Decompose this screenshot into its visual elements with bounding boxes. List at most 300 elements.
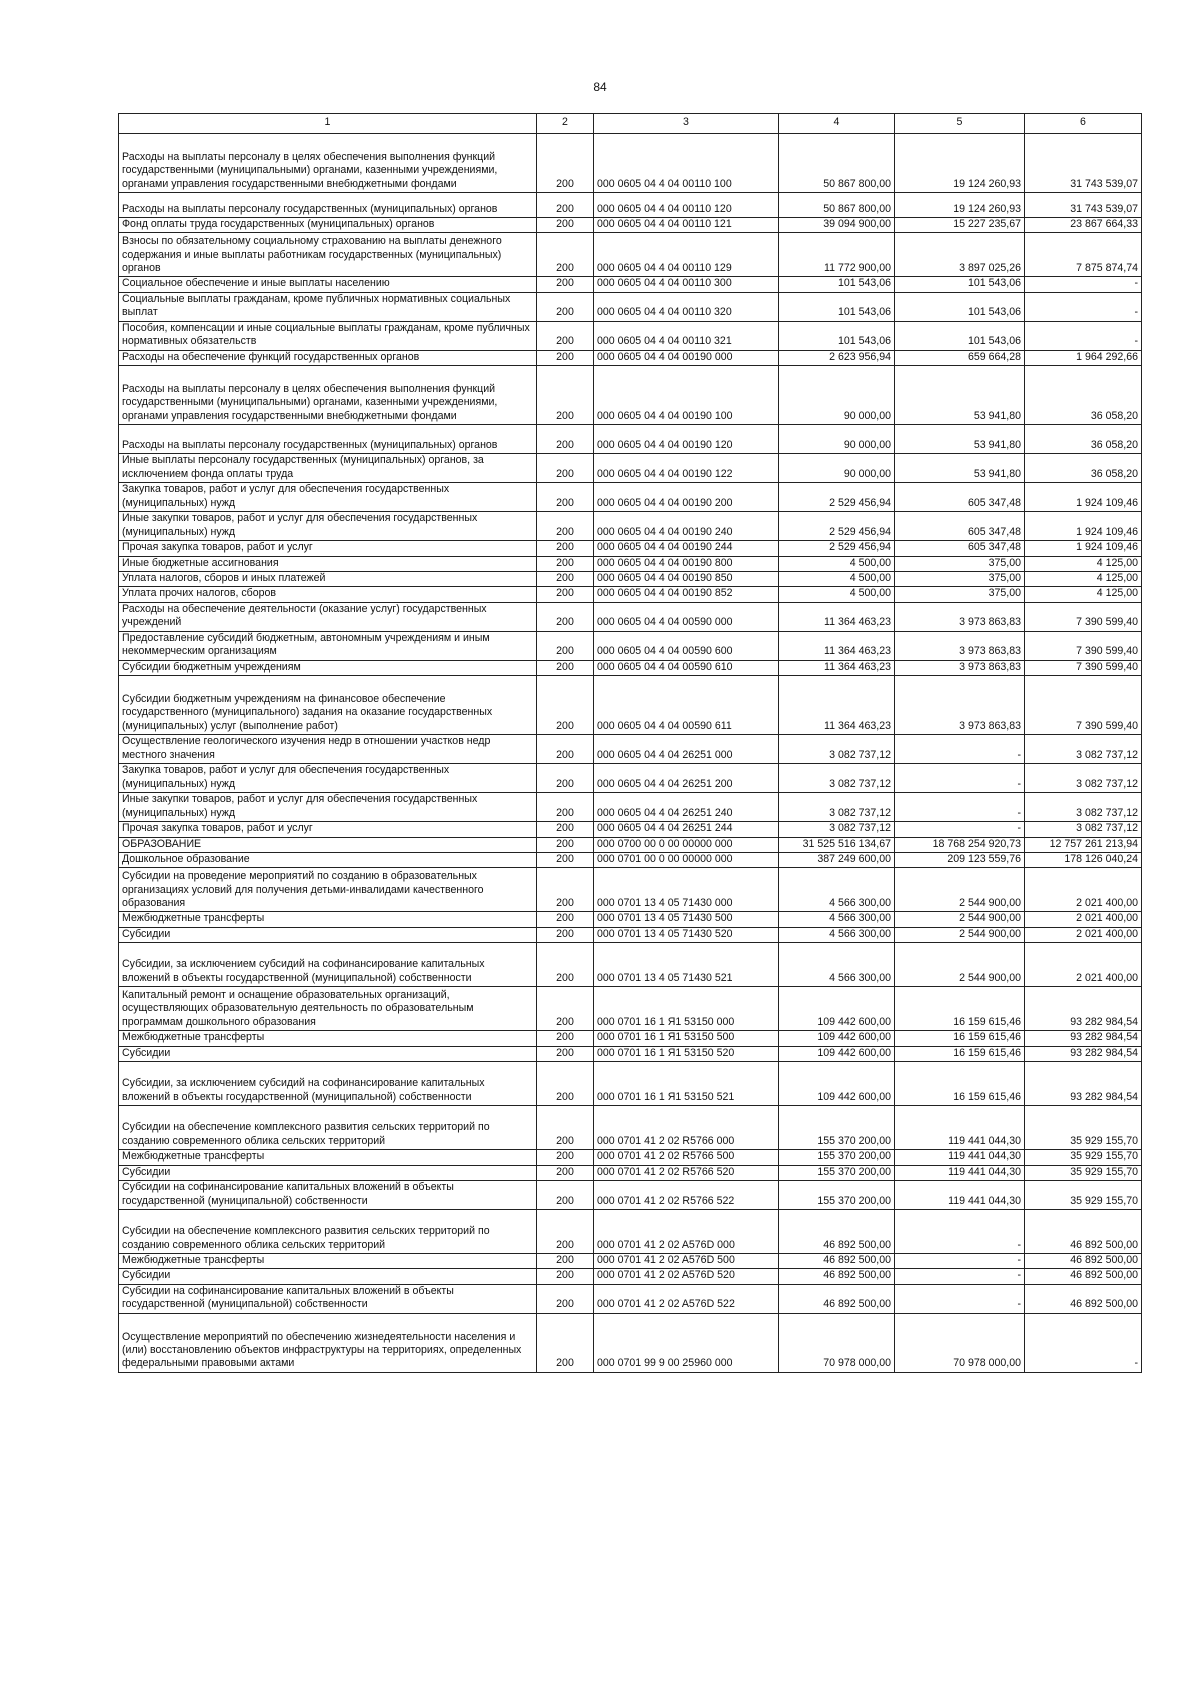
- row-description: Межбюджетные трансферты: [119, 912, 537, 927]
- row-description: Субсидии бюджетным учреждениям: [119, 660, 537, 675]
- row-unexecuted-amount: 93 282 984,54: [1025, 1062, 1142, 1106]
- row-unexecuted-amount: 46 892 500,00: [1025, 1269, 1142, 1284]
- row-code-line: 200: [537, 602, 594, 631]
- row-description: Взносы по обязательному социальному страхованию на выплаты денежного содержания и иные выплаты работникам государственных (муниципальных) органов: [119, 233, 537, 277]
- row-unexecuted-amount: -: [1025, 292, 1142, 321]
- row-unexecuted-amount: -: [1025, 321, 1142, 350]
- row-description: Прочая закупка товаров, работ и услуг: [119, 541, 537, 556]
- row-budget-classification-code: 000 0605 04 4 04 00190 200: [594, 483, 779, 512]
- row-description: Субсидии бюджетным учреждениям на финансовое обеспечение государственного (муниципального) задания на оказание государственных (муниципальных) услуг (выполнение работ): [119, 676, 537, 735]
- row-description: Расходы на выплаты персоналу в целях обеспечения выполнения функций государственными (муниципальными) органами, казенными учреждениями, органами управления государственными внебюджетными фондами: [119, 134, 537, 193]
- row-budget-classification-code: 000 0605 04 4 04 00190 850: [594, 572, 779, 587]
- row-executed-amount: 19 124 260,93: [895, 134, 1025, 193]
- row-budget-classification-code: 000 0605 04 4 04 00590 610: [594, 660, 779, 675]
- row-unexecuted-amount: 35 929 155,70: [1025, 1106, 1142, 1150]
- table-row: [119, 1150, 1142, 1165]
- row-description: Субсидии: [119, 927, 537, 942]
- table-row: [119, 1313, 1142, 1372]
- row-description: Субсидии на проведение мероприятий по созданию в образовательных организациях условий для получения детьми-инвалидами качественного образования: [119, 868, 537, 912]
- row-executed-amount: 3 973 863,83: [895, 631, 1025, 660]
- row-code-line: 200: [537, 660, 594, 675]
- row-description: Субсидии: [119, 1269, 537, 1284]
- column-header: 1: [119, 114, 537, 134]
- row-approved-amount: 101 543,06: [779, 292, 895, 321]
- table-row: [119, 541, 1142, 556]
- row-executed-amount: 2 544 900,00: [895, 912, 1025, 927]
- row-code-line: 200: [537, 541, 594, 556]
- row-unexecuted-amount: 1 964 292,66: [1025, 350, 1142, 365]
- row-unexecuted-amount: 2 021 400,00: [1025, 912, 1142, 927]
- row-budget-classification-code: 000 0701 13 4 05 71430 000: [594, 868, 779, 912]
- row-executed-amount: 19 124 260,93: [895, 193, 1025, 218]
- row-description: Уплата налогов, сборов и иных платежей: [119, 572, 537, 587]
- table-row: [119, 943, 1142, 987]
- row-code-line: 200: [537, 631, 594, 660]
- row-unexecuted-amount: 36 058,20: [1025, 454, 1142, 483]
- table-row: [119, 454, 1142, 483]
- row-approved-amount: 46 892 500,00: [779, 1209, 895, 1253]
- row-approved-amount: 90 000,00: [779, 454, 895, 483]
- row-description: Субсидии: [119, 1046, 537, 1061]
- row-unexecuted-amount: 46 892 500,00: [1025, 1209, 1142, 1253]
- row-executed-amount: 2 544 900,00: [895, 868, 1025, 912]
- table-row: [119, 233, 1142, 277]
- row-approved-amount: 155 370 200,00: [779, 1165, 895, 1180]
- row-unexecuted-amount: 3 082 737,12: [1025, 822, 1142, 837]
- row-approved-amount: 387 249 600,00: [779, 853, 895, 868]
- table-row: [119, 837, 1142, 852]
- row-approved-amount: 155 370 200,00: [779, 1180, 895, 1209]
- row-code-line: 200: [537, 1313, 594, 1372]
- row-budget-classification-code: 000 0605 04 4 04 26251 200: [594, 764, 779, 793]
- table-row: [119, 764, 1142, 793]
- row-executed-amount: 659 664,28: [895, 350, 1025, 365]
- budget-execution-table: [118, 113, 1142, 1373]
- row-code-line: 200: [537, 912, 594, 927]
- row-description: Расходы на обеспечение функций государственных органов: [119, 350, 537, 365]
- row-executed-amount: 375,00: [895, 572, 1025, 587]
- row-code-line: 200: [537, 1165, 594, 1180]
- row-description: Расходы на выплаты персоналу в целях обеспечения выполнения функций государственными (муниципальными) органами, казенными учреждениями, органами управления государственными внебюджетными фондами: [119, 366, 537, 425]
- row-description: Иные закупки товаров, работ и услуг для обеспечения государственных (муниципальных) нужд: [119, 793, 537, 822]
- row-description: ОБРАЗОВАНИЕ: [119, 837, 537, 852]
- row-executed-amount: 53 941,80: [895, 425, 1025, 454]
- row-executed-amount: 101 543,06: [895, 277, 1025, 292]
- row-executed-amount: 2 544 900,00: [895, 927, 1025, 942]
- table-row: [119, 1165, 1142, 1180]
- row-executed-amount: 209 123 559,76: [895, 853, 1025, 868]
- row-budget-classification-code: 000 0701 16 1 Я1 53150 520: [594, 1046, 779, 1061]
- row-unexecuted-amount: 93 282 984,54: [1025, 1031, 1142, 1046]
- row-approved-amount: 46 892 500,00: [779, 1253, 895, 1268]
- row-code-line: 200: [537, 512, 594, 541]
- row-approved-amount: 90 000,00: [779, 366, 895, 425]
- row-description: Осуществление мероприятий по обеспечению жизнедеятельности населения и (или) восстановлению объектов инфраструктуры на территориях, определенных федеральными правовыми актами: [119, 1313, 537, 1372]
- table-row: [119, 572, 1142, 587]
- table-row: [119, 927, 1142, 942]
- row-code-line: 200: [537, 218, 594, 233]
- row-code-line: 200: [537, 837, 594, 852]
- row-description: Социальные выплаты гражданам, кроме публичных нормативных социальных выплат: [119, 292, 537, 321]
- row-approved-amount: 109 442 600,00: [779, 1031, 895, 1046]
- row-unexecuted-amount: 2 021 400,00: [1025, 927, 1142, 942]
- table-row: [119, 134, 1142, 193]
- row-executed-amount: 3 897 025,26: [895, 233, 1025, 277]
- row-budget-classification-code: 000 0701 41 2 02 A576D 520: [594, 1269, 779, 1284]
- row-code-line: 200: [537, 1209, 594, 1253]
- row-approved-amount: 50 867 800,00: [779, 134, 895, 193]
- table-row: [119, 987, 1142, 1031]
- row-description: Расходы на выплаты персоналу государственных (муниципальных) органов: [119, 193, 537, 218]
- page-number: 84: [593, 80, 607, 94]
- row-unexecuted-amount: 35 929 155,70: [1025, 1180, 1142, 1209]
- row-unexecuted-amount: 35 929 155,70: [1025, 1150, 1142, 1165]
- row-executed-amount: 3 973 863,83: [895, 676, 1025, 735]
- row-approved-amount: 90 000,00: [779, 425, 895, 454]
- row-code-line: 200: [537, 454, 594, 483]
- row-unexecuted-amount: 7 875 874,74: [1025, 233, 1142, 277]
- row-executed-amount: -: [895, 822, 1025, 837]
- row-budget-classification-code: 000 0605 04 4 04 26251 000: [594, 735, 779, 764]
- row-budget-classification-code: 000 0605 04 4 04 00190 852: [594, 587, 779, 602]
- row-budget-classification-code: 000 0605 04 4 04 26251 244: [594, 822, 779, 837]
- row-description: Расходы на обеспечение деятельности (оказание услуг) государственных учреждений: [119, 602, 537, 631]
- table-row: [119, 587, 1142, 602]
- row-budget-classification-code: 000 0605 04 4 04 00110 121: [594, 218, 779, 233]
- row-unexecuted-amount: 3 082 737,12: [1025, 764, 1142, 793]
- row-approved-amount: 11 364 463,23: [779, 631, 895, 660]
- row-executed-amount: 605 347,48: [895, 512, 1025, 541]
- table-row: [119, 676, 1142, 735]
- row-approved-amount: 31 525 516 134,67: [779, 837, 895, 852]
- row-approved-amount: 109 442 600,00: [779, 1046, 895, 1061]
- row-description: Субсидии на софинансирование капитальных вложений в объекты государственной (муниципальной) собственности: [119, 1180, 537, 1209]
- row-unexecuted-amount: 35 929 155,70: [1025, 1165, 1142, 1180]
- row-budget-classification-code: 000 0701 13 4 05 71430 500: [594, 912, 779, 927]
- row-budget-classification-code: 000 0605 04 4 04 26251 240: [594, 793, 779, 822]
- row-code-line: 200: [537, 193, 594, 218]
- row-executed-amount: 119 441 044,30: [895, 1180, 1025, 1209]
- row-description: Уплата прочих налогов, сборов: [119, 587, 537, 602]
- table-row: [119, 556, 1142, 571]
- row-unexecuted-amount: 31 743 539,07: [1025, 193, 1142, 218]
- row-budget-classification-code: 000 0701 13 4 05 71430 520: [594, 927, 779, 942]
- row-code-line: 200: [537, 764, 594, 793]
- row-approved-amount: 70 978 000,00: [779, 1313, 895, 1372]
- row-executed-amount: 3 973 863,83: [895, 660, 1025, 675]
- row-approved-amount: 46 892 500,00: [779, 1269, 895, 1284]
- row-budget-classification-code: 000 0701 00 0 00 00000 000: [594, 853, 779, 868]
- row-budget-classification-code: 000 0605 04 4 04 00190 122: [594, 454, 779, 483]
- row-code-line: 200: [537, 572, 594, 587]
- table-row: [119, 853, 1142, 868]
- row-unexecuted-amount: 4 125,00: [1025, 572, 1142, 587]
- row-budget-classification-code: 000 0701 16 1 Я1 53150 521: [594, 1062, 779, 1106]
- row-code-line: 200: [537, 1031, 594, 1046]
- row-executed-amount: -: [895, 1269, 1025, 1284]
- row-executed-amount: 16 159 615,46: [895, 987, 1025, 1031]
- table-row: [119, 631, 1142, 660]
- row-executed-amount: 2 544 900,00: [895, 943, 1025, 987]
- row-budget-classification-code: 000 0605 04 4 04 00190 100: [594, 366, 779, 425]
- row-approved-amount: 11 364 463,23: [779, 676, 895, 735]
- row-code-line: 200: [537, 233, 594, 277]
- row-code-line: 200: [537, 1253, 594, 1268]
- table-row: [119, 1046, 1142, 1061]
- row-executed-amount: 119 441 044,30: [895, 1165, 1025, 1180]
- row-description: Расходы на выплаты персоналу государственных (муниципальных) органов: [119, 425, 537, 454]
- row-approved-amount: 155 370 200,00: [779, 1106, 895, 1150]
- column-header: 3: [594, 114, 779, 134]
- row-code-line: 200: [537, 321, 594, 350]
- row-description: Субсидии, за исключением субсидий на софинансирование капитальных вложений в объекты государственной (муниципальной) собственности: [119, 1062, 537, 1106]
- row-unexecuted-amount: 36 058,20: [1025, 366, 1142, 425]
- row-approved-amount: 46 892 500,00: [779, 1284, 895, 1313]
- row-code-line: 200: [537, 483, 594, 512]
- row-code-line: 200: [537, 587, 594, 602]
- row-budget-classification-code: 000 0701 41 2 02 A576D 000: [594, 1209, 779, 1253]
- row-budget-classification-code: 000 0701 41 2 02 R5766 500: [594, 1150, 779, 1165]
- row-approved-amount: 4 500,00: [779, 556, 895, 571]
- row-code-line: 200: [537, 366, 594, 425]
- row-approved-amount: 3 082 737,12: [779, 793, 895, 822]
- row-approved-amount: 11 772 900,00: [779, 233, 895, 277]
- row-description: Субсидии на обеспечение комплексного развития сельских территорий по созданию современного облика сельских территорий: [119, 1209, 537, 1253]
- table-row: [119, 1269, 1142, 1284]
- row-executed-amount: 53 941,80: [895, 366, 1025, 425]
- row-budget-classification-code: 000 0605 04 4 04 00190 240: [594, 512, 779, 541]
- row-unexecuted-amount: 2 021 400,00: [1025, 868, 1142, 912]
- table-row: [119, 193, 1142, 218]
- row-executed-amount: 16 159 615,46: [895, 1062, 1025, 1106]
- table-row: [119, 602, 1142, 631]
- row-budget-classification-code: 000 0701 16 1 Я1 53150 500: [594, 1031, 779, 1046]
- row-executed-amount: 53 941,80: [895, 454, 1025, 483]
- table-row: [119, 366, 1142, 425]
- row-unexecuted-amount: 7 390 599,40: [1025, 602, 1142, 631]
- row-code-line: 200: [537, 943, 594, 987]
- row-budget-classification-code: 000 0605 04 4 04 00590 600: [594, 631, 779, 660]
- row-code-line: 200: [537, 350, 594, 365]
- row-unexecuted-amount: 178 126 040,24: [1025, 853, 1142, 868]
- row-code-line: 200: [537, 425, 594, 454]
- table-header-row: [119, 114, 1142, 134]
- row-unexecuted-amount: -: [1025, 277, 1142, 292]
- table-row: [119, 793, 1142, 822]
- row-approved-amount: 3 082 737,12: [779, 764, 895, 793]
- table-row: [119, 660, 1142, 675]
- row-description: Межбюджетные трансферты: [119, 1150, 537, 1165]
- row-executed-amount: 101 543,06: [895, 321, 1025, 350]
- row-description: Прочая закупка товаров, работ и услуг: [119, 822, 537, 837]
- row-description: Иные закупки товаров, работ и услуг для обеспечения государственных (муниципальных) нужд: [119, 512, 537, 541]
- row-description: Осуществление геологического изучения недр в отношении участков недр местного значения: [119, 735, 537, 764]
- row-code-line: 200: [537, 277, 594, 292]
- row-code-line: 200: [537, 134, 594, 193]
- row-code-line: 200: [537, 822, 594, 837]
- row-unexecuted-amount: 1 924 109,46: [1025, 512, 1142, 541]
- table-row: [119, 912, 1142, 927]
- column-header: 6: [1025, 114, 1142, 134]
- row-approved-amount: 2 623 956,94: [779, 350, 895, 365]
- row-code-line: 200: [537, 1062, 594, 1106]
- row-executed-amount: 605 347,48: [895, 541, 1025, 556]
- row-executed-amount: -: [895, 764, 1025, 793]
- row-code-line: 200: [537, 1284, 594, 1313]
- row-budget-classification-code: 000 0605 04 4 04 00590 000: [594, 602, 779, 631]
- row-code-line: 200: [537, 556, 594, 571]
- row-budget-classification-code: 000 0605 04 4 04 00190 120: [594, 425, 779, 454]
- row-executed-amount: 101 543,06: [895, 292, 1025, 321]
- row-unexecuted-amount: 3 082 737,12: [1025, 793, 1142, 822]
- row-description: Предоставление субсидий бюджетным, автономным учреждениям и иным некоммерческим организациям: [119, 631, 537, 660]
- row-budget-classification-code: 000 0605 04 4 04 00110 300: [594, 277, 779, 292]
- row-unexecuted-amount: 3 082 737,12: [1025, 735, 1142, 764]
- row-approved-amount: 101 543,06: [779, 277, 895, 292]
- row-executed-amount: -: [895, 793, 1025, 822]
- row-executed-amount: -: [895, 1209, 1025, 1253]
- row-description: Межбюджетные трансферты: [119, 1253, 537, 1268]
- row-approved-amount: 4 566 300,00: [779, 912, 895, 927]
- row-budget-classification-code: 000 0605 04 4 04 00190 000: [594, 350, 779, 365]
- table-row: [119, 1106, 1142, 1150]
- row-executed-amount: 70 978 000,00: [895, 1313, 1025, 1372]
- table-row: [119, 1062, 1142, 1106]
- row-budget-classification-code: 000 0605 04 4 04 00110 321: [594, 321, 779, 350]
- row-unexecuted-amount: -: [1025, 1313, 1142, 1372]
- row-approved-amount: 2 529 456,94: [779, 512, 895, 541]
- row-code-line: 200: [537, 1106, 594, 1150]
- row-approved-amount: 11 364 463,23: [779, 660, 895, 675]
- row-approved-amount: 109 442 600,00: [779, 987, 895, 1031]
- row-budget-classification-code: 000 0701 41 2 02 R5766 522: [594, 1180, 779, 1209]
- row-code-line: 200: [537, 1150, 594, 1165]
- row-unexecuted-amount: 7 390 599,40: [1025, 631, 1142, 660]
- table-row: [119, 292, 1142, 321]
- table-row: [119, 483, 1142, 512]
- table-row: [119, 868, 1142, 912]
- row-unexecuted-amount: 23 867 664,33: [1025, 218, 1142, 233]
- table-row: [119, 512, 1142, 541]
- table-row: [119, 1180, 1142, 1209]
- row-unexecuted-amount: 93 282 984,54: [1025, 1046, 1142, 1061]
- row-budget-classification-code: 000 0605 04 4 04 00110 129: [594, 233, 779, 277]
- row-approved-amount: 3 082 737,12: [779, 735, 895, 764]
- row-description: Субсидии на софинансирование капитальных вложений в объекты государственной (муниципальной) собственности: [119, 1284, 537, 1313]
- row-executed-amount: 18 768 254 920,73: [895, 837, 1025, 852]
- row-unexecuted-amount: 2 021 400,00: [1025, 943, 1142, 987]
- row-code-line: 200: [537, 676, 594, 735]
- row-code-line: 200: [537, 1046, 594, 1061]
- row-budget-classification-code: 000 0701 13 4 05 71430 521: [594, 943, 779, 987]
- row-approved-amount: 39 094 900,00: [779, 218, 895, 233]
- row-executed-amount: -: [895, 1284, 1025, 1313]
- row-approved-amount: 4 500,00: [779, 572, 895, 587]
- row-unexecuted-amount: 93 282 984,54: [1025, 987, 1142, 1031]
- row-code-line: 200: [537, 735, 594, 764]
- row-description: Иные выплаты персоналу государственных (муниципальных) органов, за исключением фонда оплаты труда: [119, 454, 537, 483]
- row-budget-classification-code: 000 0605 04 4 04 00190 244: [594, 541, 779, 556]
- row-executed-amount: 119 441 044,30: [895, 1150, 1025, 1165]
- row-executed-amount: 3 973 863,83: [895, 602, 1025, 631]
- row-description: Дошкольное образование: [119, 853, 537, 868]
- row-approved-amount: 2 529 456,94: [779, 541, 895, 556]
- row-code-line: 200: [537, 1180, 594, 1209]
- table-row: [119, 735, 1142, 764]
- row-executed-amount: 605 347,48: [895, 483, 1025, 512]
- row-unexecuted-amount: 1 924 109,46: [1025, 483, 1142, 512]
- row-budget-classification-code: 000 0700 00 0 00 00000 000: [594, 837, 779, 852]
- row-unexecuted-amount: 12 757 261 213,94: [1025, 837, 1142, 852]
- row-executed-amount: 119 441 044,30: [895, 1106, 1025, 1150]
- row-code-line: 200: [537, 868, 594, 912]
- row-description: Пособия, компенсации и иные социальные выплаты гражданам, кроме публичных нормативных обязательств: [119, 321, 537, 350]
- row-budget-classification-code: 000 0701 41 2 02 R5766 520: [594, 1165, 779, 1180]
- row-budget-classification-code: 000 0701 41 2 02 A576D 500: [594, 1253, 779, 1268]
- row-executed-amount: 16 159 615,46: [895, 1046, 1025, 1061]
- table-row: [119, 277, 1142, 292]
- row-approved-amount: 4 566 300,00: [779, 868, 895, 912]
- row-unexecuted-amount: 7 390 599,40: [1025, 660, 1142, 675]
- row-budget-classification-code: 000 0605 04 4 04 00110 320: [594, 292, 779, 321]
- row-executed-amount: 375,00: [895, 587, 1025, 602]
- row-code-line: 200: [537, 927, 594, 942]
- row-executed-amount: 16 159 615,46: [895, 1031, 1025, 1046]
- row-budget-classification-code: 000 0701 41 2 02 R5766 000: [594, 1106, 779, 1150]
- row-description: Иные бюджетные ассигнования: [119, 556, 537, 571]
- table-row: [119, 1031, 1142, 1046]
- row-approved-amount: 155 370 200,00: [779, 1150, 895, 1165]
- table-row: [119, 321, 1142, 350]
- row-description: Капитальный ремонт и оснащение образовательных организаций, осуществляющих образовательную деятельность по образовательным программам дошкольного образования: [119, 987, 537, 1031]
- row-description: Закупка товаров, работ и услуг для обеспечения государственных (муниципальных) нужд: [119, 764, 537, 793]
- row-budget-classification-code: 000 0701 41 2 02 A576D 522: [594, 1284, 779, 1313]
- row-code-line: 200: [537, 793, 594, 822]
- row-description: Межбюджетные трансферты: [119, 1031, 537, 1046]
- row-description: Субсидии: [119, 1165, 537, 1180]
- row-description: Закупка товаров, работ и услуг для обеспечения государственных (муниципальных) нужд: [119, 483, 537, 512]
- row-unexecuted-amount: 1 924 109,46: [1025, 541, 1142, 556]
- row-executed-amount: -: [895, 735, 1025, 764]
- row-budget-classification-code: 000 0701 16 1 Я1 53150 000: [594, 987, 779, 1031]
- row-approved-amount: 2 529 456,94: [779, 483, 895, 512]
- table-row: [119, 218, 1142, 233]
- row-budget-classification-code: 000 0605 04 4 04 00190 800: [594, 556, 779, 571]
- row-unexecuted-amount: 7 390 599,40: [1025, 676, 1142, 735]
- row-budget-classification-code: 000 0605 04 4 04 00590 611: [594, 676, 779, 735]
- row-budget-classification-code: 000 0605 04 4 04 00110 120: [594, 193, 779, 218]
- row-unexecuted-amount: 4 125,00: [1025, 556, 1142, 571]
- row-code-line: 200: [537, 987, 594, 1031]
- row-description: Фонд оплаты труда государственных (муниципальных) органов: [119, 218, 537, 233]
- table-row: [119, 425, 1142, 454]
- row-executed-amount: 375,00: [895, 556, 1025, 571]
- row-approved-amount: 4 566 300,00: [779, 943, 895, 987]
- table-row: [119, 822, 1142, 837]
- row-code-line: 200: [537, 853, 594, 868]
- row-budget-classification-code: 000 0605 04 4 04 00110 100: [594, 134, 779, 193]
- row-description: Субсидии, за исключением субсидий на софинансирование капитальных вложений в объекты государственной (муниципальной) собственности: [119, 943, 537, 987]
- row-code-line: 200: [537, 1269, 594, 1284]
- column-header: 5: [895, 114, 1025, 134]
- row-unexecuted-amount: 31 743 539,07: [1025, 134, 1142, 193]
- row-approved-amount: 4 500,00: [779, 587, 895, 602]
- table-row: [119, 1284, 1142, 1313]
- row-description: Субсидии на обеспечение комплексного развития сельских территорий по созданию современного облика сельских территорий: [119, 1106, 537, 1150]
- row-approved-amount: 11 364 463,23: [779, 602, 895, 631]
- row-unexecuted-amount: 46 892 500,00: [1025, 1284, 1142, 1313]
- row-unexecuted-amount: 36 058,20: [1025, 425, 1142, 454]
